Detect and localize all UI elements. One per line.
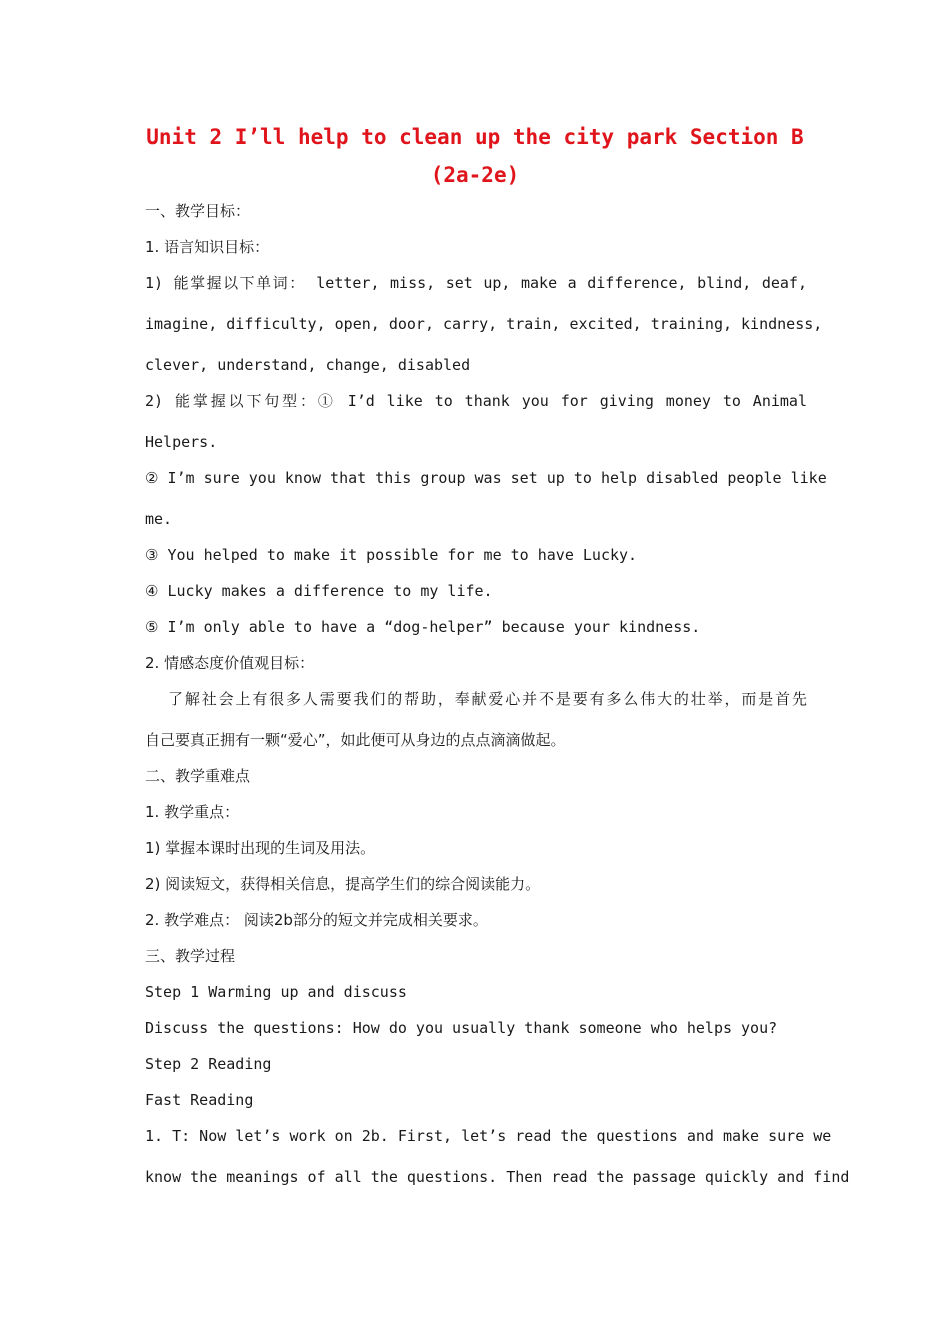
fast-reading-text-2: know the meanings of all the questions. Then read the passage quickly and find	[145, 1168, 850, 1186]
sentence-pattern-5: ⑤ I’m only able to have a “dog-helper” because your kindness.	[145, 618, 701, 636]
sentence-pattern-3: ③ You helped to make it possible for me to have Lucky.	[145, 546, 638, 564]
sentence-pattern-1-cont: Helpers.	[145, 433, 218, 451]
step-2-heading: Step 2 Reading	[145, 1055, 272, 1073]
document-title: Unit 2 I’ll help to clean up the city park Section B (2a-2e)	[146, 125, 804, 187]
vocab-line-1: 1) 能掌握以下单词： letter, miss, set up, make a difference, blind, deaf,	[145, 274, 807, 292]
section-heading-objectives: 一、教学目标：	[145, 202, 251, 220]
key-point-2: 2) 阅读短文，获得相关信息，提高学生们的综合阅读能力。	[145, 875, 541, 893]
fast-reading-text-1: 1. T: Now let’s work on 2b. First, let’s read the questions and make sure we	[145, 1127, 832, 1145]
sentence-pattern-2-cont: me.	[145, 510, 173, 528]
step-1-text: Discuss the questions: How do you usually thank someone who helps you?	[145, 1019, 778, 1037]
difficult-point: 2. 教学难点： 阅读2b部分的短文并完成相关要求。	[145, 911, 488, 929]
section-heading-process: 三、教学过程	[145, 947, 236, 965]
sentence-pattern-4: ④ Lucky makes a difference to my life.	[145, 582, 493, 600]
key-point-1: 1) 掌握本课时出现的生词及用法。	[145, 839, 376, 857]
vocab-line-2: imagine, difficulty, open, door, carry, train, excited, training, kindness,	[145, 315, 823, 333]
sentence-pattern-1: 2) 能掌握以下句型：① I’d like to thank you for giving money to Animal	[145, 392, 807, 410]
emotional-goal-text-1: 了解社会上有很多人需要我们的帮助，奉献爱心并不是要有多么伟大的壮举，而是首先	[168, 690, 807, 708]
section-heading-key-points: 二、教学重难点	[145, 767, 251, 785]
subheading-key-points: 1. 教学重点：	[145, 803, 240, 821]
vocab-line-3: clever, understand, change, disabled	[145, 356, 471, 374]
step-1-heading: Step 1 Warming up and discuss	[145, 983, 407, 1001]
fast-reading-heading: Fast Reading	[145, 1091, 254, 1109]
emotional-goal-text-2: 自己要真正拥有一颗“爱心”，如此便可从身边的点点滴滴做起。	[145, 731, 566, 749]
subheading-emotional-goals: 2. 情感态度价值观目标：	[145, 654, 315, 672]
subheading-language-goals: 1. 语言知识目标：	[145, 238, 270, 256]
sentence-pattern-2: ② I’m sure you know that this group was set up to help disabled people like	[145, 469, 827, 487]
